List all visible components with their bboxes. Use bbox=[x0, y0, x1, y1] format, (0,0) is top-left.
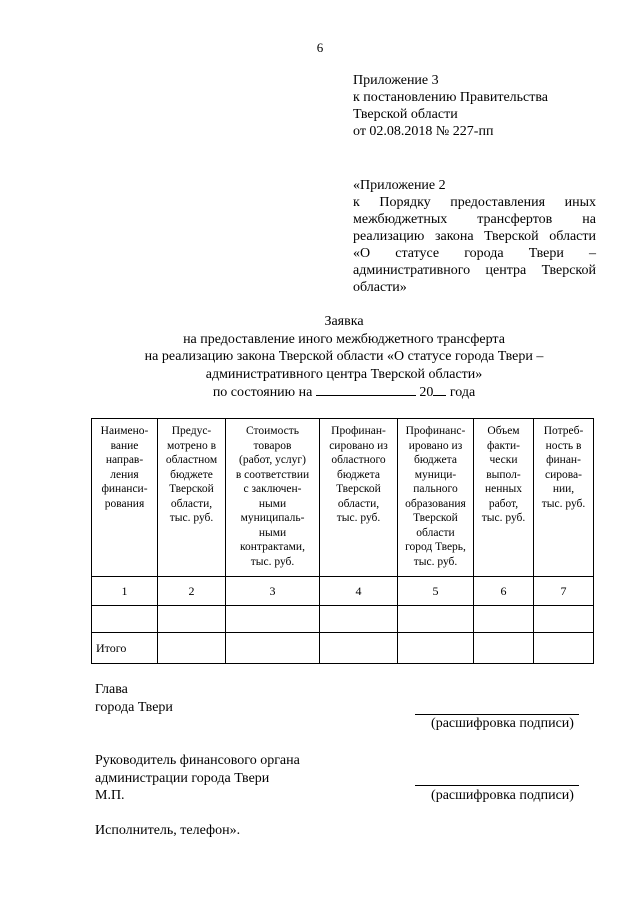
header-text-line: Наимено- bbox=[100, 425, 149, 437]
header-cell bbox=[398, 419, 474, 577]
header-text-line: ными bbox=[258, 526, 287, 539]
date-line bbox=[0, 383, 640, 402]
total-row bbox=[92, 633, 594, 664]
header-text-line: сирова- bbox=[545, 468, 582, 481]
table-row bbox=[92, 606, 594, 633]
annex2-line: области» bbox=[353, 280, 407, 295]
header-text-line: выпол- bbox=[486, 468, 521, 481]
header-text-line: Тверской bbox=[413, 512, 458, 524]
header-text-line: тыс. руб. bbox=[169, 512, 214, 524]
header-text-line: финанси- bbox=[101, 483, 148, 495]
date-year: 20 bbox=[419, 385, 434, 400]
header-text-line: в соответствии bbox=[235, 468, 310, 481]
header-text-line: работ, bbox=[488, 497, 519, 510]
column-number: 1 bbox=[92, 577, 158, 606]
finance-signature-line[interactable] bbox=[415, 785, 579, 786]
header-text-line: с заключен- bbox=[243, 483, 302, 495]
column-number-row bbox=[92, 577, 594, 606]
table-cell[interactable] bbox=[158, 633, 226, 664]
header-text-line: Тверской bbox=[169, 483, 214, 495]
header-text-line: рования bbox=[104, 497, 145, 510]
header-cell bbox=[534, 419, 594, 577]
header-cell bbox=[158, 419, 226, 577]
header-text-line: Объем bbox=[487, 425, 520, 437]
table-cell[interactable] bbox=[158, 606, 226, 633]
header-text-line: (работ, услуг) bbox=[239, 454, 306, 466]
title-line: на предоставление иного межбюджетного трансферта bbox=[183, 331, 505, 347]
header-text-line: ность в bbox=[545, 439, 582, 452]
header-text-line: контрактами, bbox=[240, 541, 305, 553]
header-text-line: вание bbox=[110, 439, 139, 452]
header-text-line: муниципаль- bbox=[240, 512, 305, 524]
header-text-line: Стоимость bbox=[246, 425, 299, 437]
header-text-line: Профинанс- bbox=[405, 425, 466, 437]
header-text-line: тыс. руб. bbox=[413, 555, 458, 568]
table-cell[interactable] bbox=[474, 633, 534, 664]
table-cell[interactable] bbox=[398, 606, 474, 633]
header-text-line: бюджете bbox=[170, 468, 213, 481]
header-text-line: бюджета bbox=[337, 468, 380, 481]
column-number: 5 bbox=[398, 577, 474, 606]
header-cell bbox=[92, 419, 158, 577]
annex3-block bbox=[353, 72, 548, 140]
header-text-line: ировано из bbox=[408, 439, 463, 452]
table-header-row bbox=[92, 419, 594, 577]
annex3-line: Приложение 3 bbox=[353, 73, 439, 88]
stamp-mark: М.П. bbox=[95, 788, 125, 803]
annex2-line: «О статусе города Твери – bbox=[353, 246, 596, 261]
annex3-line: Тверской области bbox=[353, 107, 458, 122]
header-text-line: областном bbox=[165, 454, 218, 466]
header-text-line: образования bbox=[405, 497, 466, 510]
column-number: 3 bbox=[226, 577, 320, 606]
column-number: 6 bbox=[474, 577, 534, 606]
header-text-line: мотрено в bbox=[166, 439, 217, 452]
header-cell bbox=[320, 419, 398, 577]
header-text-line: город Тверь, bbox=[405, 541, 466, 553]
header-text-line: Профинан- bbox=[331, 425, 386, 437]
header-text-line: тыс. руб. bbox=[541, 497, 586, 510]
date-prefix: по состоянию на bbox=[212, 385, 313, 400]
column-number: 2 bbox=[158, 577, 226, 606]
table-cell[interactable] bbox=[534, 606, 594, 633]
annex2-line: межбюджетных трансфертов на bbox=[353, 212, 596, 227]
head-signature-line[interactable] bbox=[415, 714, 579, 715]
table-cell[interactable] bbox=[320, 606, 398, 633]
total-label: Итого bbox=[92, 633, 158, 664]
annex3-line: от 02.08.2018 № 227-пп bbox=[353, 124, 494, 139]
header-text-line: тыс. руб. bbox=[336, 512, 381, 524]
header-text-line: Предус- bbox=[171, 425, 212, 437]
table-cell[interactable] bbox=[534, 633, 594, 664]
date-suffix: года bbox=[449, 385, 476, 400]
table-cell[interactable] bbox=[398, 633, 474, 664]
header-text-line: тыс. руб. bbox=[481, 512, 526, 524]
head-title: Глава bbox=[95, 682, 128, 697]
header-text-line: товаров bbox=[253, 439, 292, 452]
header-text-line: сировано из bbox=[329, 439, 388, 452]
annex2-line: «Приложение 2 bbox=[353, 178, 446, 193]
header-text-line: Тверской bbox=[336, 483, 381, 495]
finance-signature-label bbox=[95, 752, 300, 805]
annex2-line: административного центра Тверской bbox=[353, 263, 596, 278]
title-line: административного центра Тверской области» bbox=[205, 366, 483, 382]
header-text-line: Потреб- bbox=[543, 425, 584, 437]
table-cell[interactable] bbox=[226, 606, 320, 633]
finance-admin: администрации города Твери bbox=[95, 770, 270, 786]
executor-line: Исполнитель, телефон». bbox=[95, 823, 241, 838]
header-cell bbox=[474, 419, 534, 577]
title-heading: Заявка bbox=[324, 314, 364, 329]
header-text-line: факти- bbox=[486, 439, 520, 452]
year-blank[interactable] bbox=[433, 383, 446, 396]
table-cell[interactable] bbox=[226, 633, 320, 664]
header-text-line: тыс. руб. bbox=[250, 555, 295, 568]
header-text-line: ления bbox=[110, 468, 139, 481]
head-signature-label bbox=[95, 681, 173, 716]
annex2-block bbox=[353, 177, 596, 296]
header-text-line: нии, bbox=[552, 483, 575, 495]
annex2-line: к Порядку предоставления иных bbox=[353, 195, 596, 210]
column-number: 4 bbox=[320, 577, 398, 606]
annex3-line: к постановлению Правительства bbox=[353, 90, 549, 105]
header-text-line: пального bbox=[413, 483, 458, 495]
document-title bbox=[0, 313, 640, 402]
table-cell[interactable] bbox=[92, 606, 158, 633]
header-text-line: области, bbox=[337, 497, 380, 510]
header-text-line: ненных bbox=[484, 483, 523, 495]
head-city: города Твери bbox=[95, 699, 173, 715]
page-number: 6 bbox=[316, 40, 324, 55]
annex2-line: реализацию закона Тверской области bbox=[353, 229, 596, 244]
header-text-line: чески bbox=[489, 454, 518, 466]
header-cell bbox=[226, 419, 320, 577]
header-text-line: бюджета bbox=[414, 454, 457, 466]
column-number: 7 bbox=[534, 577, 594, 606]
header-text-line: области, bbox=[170, 497, 213, 510]
header-text-line: областного bbox=[331, 454, 386, 466]
head-decode-caption: (расшифровка подписи) bbox=[431, 716, 574, 731]
table-cell[interactable] bbox=[474, 606, 534, 633]
header-text-line: области bbox=[416, 526, 455, 539]
header-text-line: финан- bbox=[546, 454, 581, 466]
date-blank[interactable] bbox=[316, 383, 416, 396]
table-cell[interactable] bbox=[320, 633, 398, 664]
header-text-line: муници- bbox=[414, 468, 457, 481]
header-text-line: направ- bbox=[105, 454, 144, 466]
title-line: на реализацию закона Тверской области «О статусе города Твери – bbox=[144, 349, 544, 364]
finance-decode-caption: (расшифровка подписи) bbox=[431, 788, 574, 803]
request-table bbox=[91, 418, 594, 664]
header-text-line: ными bbox=[258, 497, 287, 510]
finance-title: Руководитель финансового органа bbox=[95, 753, 300, 768]
